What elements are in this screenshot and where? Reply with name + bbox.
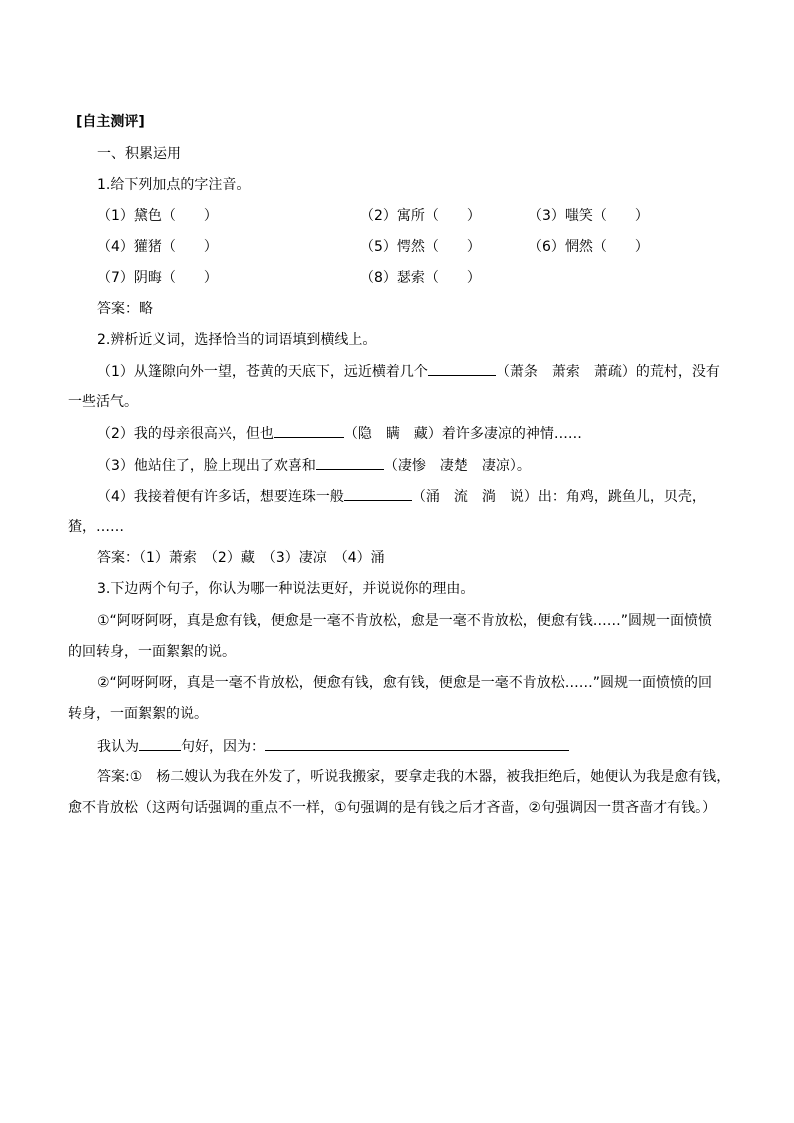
q2-s4-continuation: 猹，…… xyxy=(68,519,124,535)
q1-item: （4）獾猪（ ） xyxy=(97,239,218,255)
q3-answer: 答案:① 杨二嫂认为我在外发了，听说我搬家，要拿走我的木器，被我拒绝后，她便认为我是愈有钱， xyxy=(97,769,731,785)
answer-blank[interactable] xyxy=(274,423,344,438)
q1-item: （2）寓所（ ） xyxy=(360,208,481,224)
q3-fill-label: 我认为 xyxy=(97,739,139,755)
q3-prompt: 3.下边两个句子，你认为哪一种说法更好，并说说你的理由。 xyxy=(97,581,475,597)
q1-item: （5）愕然（ ） xyxy=(360,239,481,255)
answer-blank[interactable] xyxy=(428,361,496,376)
q2-s1-continuation: 一些活气。 xyxy=(68,394,138,410)
q2-sentence-2 xyxy=(97,423,582,444)
q2-prompt: 2.辨析近义词，选择恰当的词语填到横线上。 xyxy=(97,332,377,348)
q3-fill-label-2: 句好，因为： xyxy=(181,739,265,755)
part1-title: 一、积累运用 xyxy=(97,146,181,162)
answer-blank[interactable] xyxy=(139,736,181,751)
q1-item: （7）阴晦（ ） xyxy=(97,270,218,286)
q2-s3-options: （凄惨 凄楚 凄凉）。 xyxy=(383,458,531,474)
q3-answer-continuation: 愈不肯放松（这两句话强调的重点不一样，①句强调的是有钱之后才吝啬，②句强调因一贯吝啬才有钱。） xyxy=(68,800,717,816)
answer-blank[interactable] xyxy=(316,455,384,470)
q2-s1-options: （萧条 萧索 萧疏）的荒村，没有 xyxy=(495,364,720,380)
q1-item: （8）瑟索（ ） xyxy=(360,270,481,286)
q2-s1-text: （1）从篷隙向外一望，苍黄的天底下，远近横着几个 xyxy=(97,364,428,380)
q1-prompt: 1.给下列加点的字注音。 xyxy=(97,177,251,193)
q1-item: （1）黛色（ ） xyxy=(97,208,218,224)
q2-sentence-1 xyxy=(97,361,720,382)
q1-answer: 答案：略 xyxy=(97,301,153,317)
q2-sentence-3 xyxy=(97,455,531,476)
q3-option-2: ②“阿呀阿呀，真是一毫不肯放松，便愈有钱，愈有钱，便愈是一毫不肯放松……”圆规一面愤愤的回 xyxy=(97,675,713,691)
q2-s4-text: （4）我接着便有许多话，想要连珠一般 xyxy=(97,489,344,505)
q2-answer: 答案：（1）萧索 （2）藏 （3）凄凉 （4）涌 xyxy=(97,550,385,566)
q3-option-1: ①“阿呀阿呀，真是愈有钱，便愈是一毫不肯放松，愈是一毫不肯放松，便愈有钱……”圆规一面愤愤 xyxy=(97,613,713,629)
q2-s2-options: （隐 瞒 藏）着许多凄凉的神情…… xyxy=(343,426,582,442)
q1-item: （6）惘然（ ） xyxy=(528,239,649,255)
q1-item: （3）嗤笑（ ） xyxy=(528,208,649,224)
q3-option-1-continuation: 的回转身，一面絮絮的说。 xyxy=(68,644,236,660)
q3-fill-line xyxy=(97,736,569,757)
q2-s2-text: （2）我的母亲很高兴，但也 xyxy=(97,426,274,442)
q2-s3-text: （3）他站住了，脸上现出了欢喜和 xyxy=(97,458,316,474)
q3-option-2-continuation: 转身，一面絮絮的说。 xyxy=(68,706,208,722)
q2-sentence-4 xyxy=(97,486,706,507)
section-title: [自主测评] xyxy=(76,114,145,130)
answer-blank[interactable] xyxy=(344,486,412,501)
q2-s4-options: （涌 流 淌 说）出：角鸡，跳鱼儿，贝壳， xyxy=(411,489,706,505)
reason-blank[interactable] xyxy=(265,736,569,751)
